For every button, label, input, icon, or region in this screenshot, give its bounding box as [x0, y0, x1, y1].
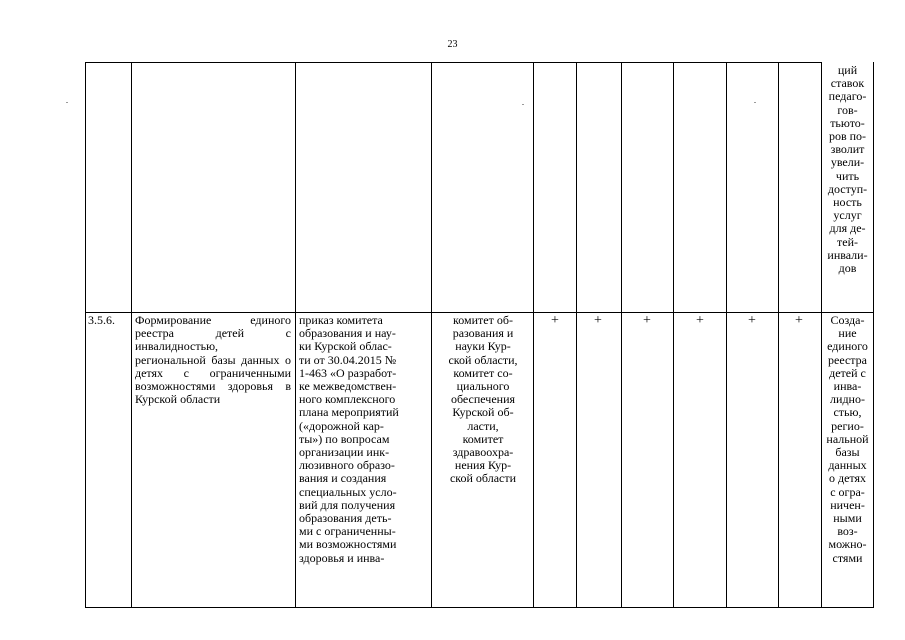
activity-cell: Формирование единого реестра детей с инвалидностью, региональной базы данных о детях с ограниченными возможностями здоровья в Курской области: [135, 313, 291, 407]
row-number: 3.5.6.: [88, 313, 115, 327]
year-mark-2: +: [594, 313, 602, 328]
scan-speck: [754, 102, 756, 103]
year-mark-4: +: [696, 313, 704, 328]
scan-speck: [522, 104, 524, 105]
col-border-document: [431, 62, 432, 608]
col-border-right: [873, 62, 874, 608]
year-mark-5: +: [748, 313, 756, 328]
year-mark-6: +: [795, 313, 803, 328]
col-border-year-1: [576, 62, 577, 608]
col-border-activity: [295, 62, 296, 608]
table-bottom-border: [85, 607, 874, 608]
executors-cell: комитет об- разования и науки Кур- ской области, комитет со- циального обеспечения Курской об- ласти, комитет здравоохра- нения Кур- ской области: [448, 313, 518, 486]
page-number: 23: [447, 39, 458, 50]
col-border-number: [131, 62, 132, 608]
document-cell: приказ комитета образования и нау- ки Курской облас- ти от 30.04.2015 № 1-463 «О разработ- ке межведомствен- ного комплексного плана мероприятий («дорожной кар- ты») по вопросам организации инк- люзивного образо- вания и создания специальных усло- вий для получения образования деть- ми с ограниченны- ми возможностями здоровья и инва-: [299, 313, 399, 565]
col-border-year-5: [778, 62, 779, 608]
outcome-cell-continued: ций ставок педаго- гов- тьюто- ров по- зволит увели- чить доступ- ность услуг для де- тей- инвали- дов: [827, 63, 868, 276]
table-top-border: [85, 62, 822, 63]
col-border-year-2: [621, 62, 622, 608]
outcome-cell: Созда- ние единого реестра детей с инва- лидно- стью, регио- нальной базы данных о детях с огра- ничен- ными воз- можно- стями: [826, 313, 869, 565]
year-mark-1: +: [551, 313, 559, 328]
scan-speck: [66, 102, 68, 103]
col-border-left: [85, 62, 86, 608]
col-border-executors: [533, 62, 534, 608]
year-mark-3: +: [643, 313, 651, 328]
col-border-year-4: [726, 62, 727, 608]
col-border-year-3: [673, 62, 674, 608]
